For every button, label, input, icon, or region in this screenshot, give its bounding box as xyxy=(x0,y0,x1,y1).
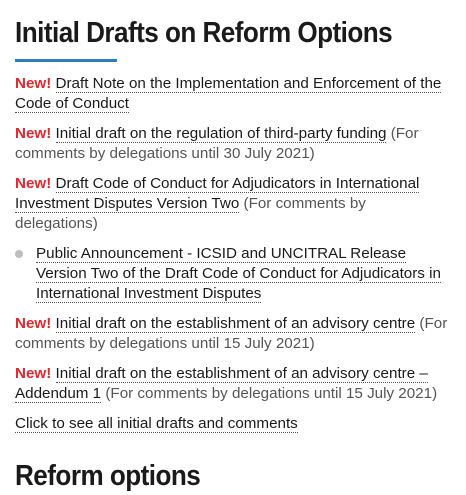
see-all-link[interactable]: Click to see all initial drafts and comments xyxy=(15,415,298,432)
announcement-link[interactable]: Public Announcement - ICSID and UNCITRAL Release Version Two of the Draft Code of Conduct for Adjudicators in International Investment Disputes xyxy=(36,245,441,302)
draft-entry xyxy=(15,74,451,114)
draft-entry xyxy=(15,314,451,354)
draft-entry xyxy=(15,174,451,234)
announcement-item xyxy=(15,244,451,304)
see-all-row xyxy=(15,414,451,434)
new-badge: New! xyxy=(15,75,52,92)
title-underline xyxy=(15,59,117,62)
draft-entry xyxy=(15,124,451,164)
draft-note: (For comments by delegations until 30 July 2021) xyxy=(15,125,419,162)
draft-link[interactable]: Draft Code of Conduct for Adjudicators in International Investment Disputes Version Two xyxy=(15,175,420,212)
page-title: Initial Drafts on Reform Options xyxy=(15,17,393,49)
draft-entry xyxy=(15,364,451,404)
section-heading-reform-options: Reform options xyxy=(15,460,201,492)
new-badge: New! xyxy=(15,365,52,382)
draft-link[interactable]: Initial draft on the regulation of third-party funding xyxy=(55,125,387,142)
draft-link[interactable]: Initial draft on the establishment of an advisory centre xyxy=(55,315,416,332)
bullet-dot-icon xyxy=(15,250,23,258)
draft-note: (For comments by delegations until 15 July 2021) xyxy=(105,385,438,402)
draft-link[interactable]: Draft Note on the Implementation and Enforcement of the Code of Conduct xyxy=(15,75,442,112)
new-badge: New! xyxy=(15,315,52,332)
new-badge: New! xyxy=(15,175,52,192)
new-badge: New! xyxy=(15,125,52,142)
draft-note: (For comments by delegations) xyxy=(15,195,366,232)
draft-note: (For comments by delegations until 15 July 2021) xyxy=(15,315,448,352)
draft-link[interactable]: Initial draft on the establishment of an advisory centre – Addendum 1 xyxy=(15,365,428,402)
page-content xyxy=(15,14,451,444)
